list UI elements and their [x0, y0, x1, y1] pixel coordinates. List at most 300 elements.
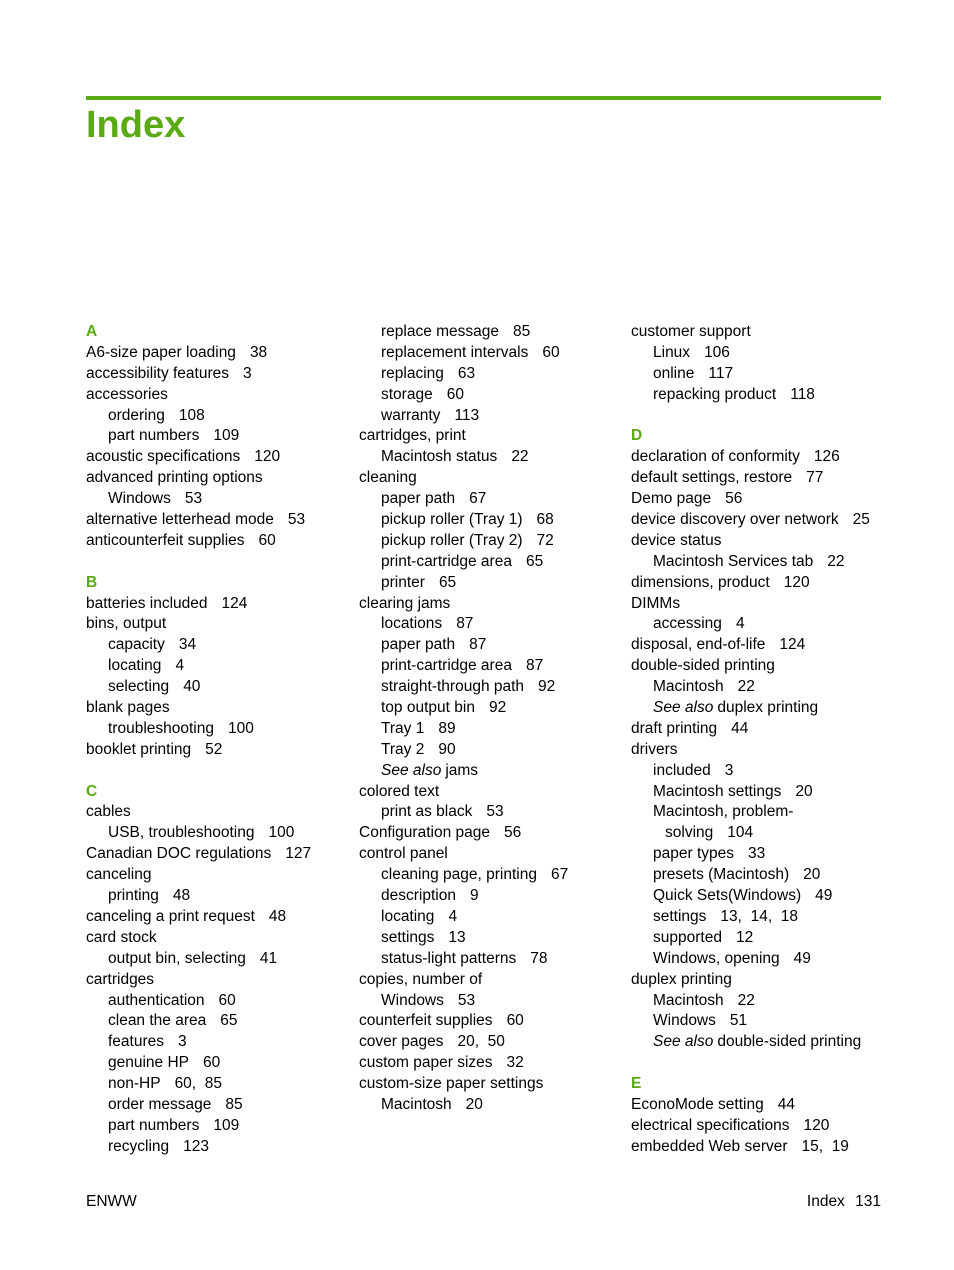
entry-term: Macintosh: [381, 1095, 452, 1113]
entry-term: Macintosh settings: [653, 782, 782, 800]
entry-term: description: [381, 887, 456, 905]
see-also-target: duplex printing: [717, 699, 819, 717]
index-letter-heading: D: [631, 427, 643, 445]
index-entry: [86, 1053, 311, 1074]
entry-page-numbers: 20: [465, 1095, 483, 1113]
entry-page-numbers: 13, 14, 18: [720, 907, 798, 925]
entry-page-numbers: 60: [506, 1012, 524, 1030]
index-entry: [631, 761, 870, 782]
entry-page-numbers: 78: [530, 949, 548, 967]
entry-term: alternative letterhead mode: [86, 511, 274, 529]
index-entry: [359, 489, 568, 510]
entry-term: replacement intervals: [381, 343, 529, 361]
index-entry: [86, 426, 311, 447]
index-entry: [631, 886, 870, 907]
entry-term: acoustic specifications: [86, 448, 241, 466]
index-entry: [631, 719, 870, 740]
entry-page-numbers: 100: [268, 824, 295, 842]
entry-term: status-light patterns: [381, 949, 517, 967]
entry-term: clean the area: [108, 1012, 207, 1030]
entry-term: presets (Macintosh): [653, 866, 790, 884]
entry-term: pickup roller (Tray 2): [381, 531, 523, 549]
entry-page-numbers: 48: [172, 887, 191, 905]
entry-term: Tray 1: [381, 719, 425, 737]
index-entry: [631, 677, 870, 698]
entry-term: Windows: [381, 991, 444, 1009]
entry-term: Macintosh, problem-: [653, 803, 794, 821]
entry-term: Quick Sets(Windows): [653, 887, 802, 905]
entry-term: order message: [108, 1095, 212, 1113]
entry-term: control panel: [359, 845, 448, 863]
index-entry: [631, 531, 870, 552]
entry-term: Configuration page: [359, 824, 490, 842]
index-entry: [631, 865, 870, 886]
index-entry: [631, 844, 870, 865]
index-entry: [359, 719, 568, 740]
index-entry: [86, 719, 311, 740]
entry-term: dimensions, product: [631, 573, 770, 591]
entry-page-numbers: 40: [183, 678, 201, 696]
index-entry: [631, 322, 870, 343]
entry-term: settings: [381, 928, 435, 946]
index-letter-heading: B: [86, 573, 98, 591]
index-entry: [631, 385, 870, 406]
index-entry: [86, 740, 311, 761]
index-entry: [359, 698, 568, 719]
entry-term: selecting: [108, 678, 170, 696]
entry-term: printer: [381, 573, 425, 591]
entry-term: cleaning page, printing: [381, 866, 537, 884]
index-entry: [359, 1032, 568, 1053]
index-see-also: [631, 1032, 870, 1053]
index-entry: [86, 844, 311, 865]
index-entry: [359, 1095, 568, 1116]
index-entry: [631, 614, 870, 635]
index-see-also: [359, 761, 568, 782]
entry-page-numbers: 4: [735, 615, 745, 633]
entry-term: paper types: [653, 845, 734, 863]
see-also-target: jams: [445, 761, 479, 779]
index-letter-heading: C: [86, 782, 98, 800]
title-rule: [86, 96, 881, 100]
entry-term: supported: [653, 928, 722, 946]
entry-term: canceling: [86, 866, 152, 884]
entry-page-numbers: 117: [708, 364, 734, 382]
entry-term: cables: [86, 803, 131, 821]
index-entry: [631, 656, 870, 677]
index-entry: [359, 802, 568, 823]
index-entry: [359, 823, 568, 844]
section-gap: [86, 552, 311, 573]
section-gap: [631, 406, 870, 427]
entry-term: accessories: [86, 385, 168, 403]
index-entry: [631, 510, 870, 531]
index-entry: [86, 489, 311, 510]
entry-term: device discovery over network: [631, 511, 839, 529]
entry-term: drivers: [631, 740, 678, 758]
entry-page-numbers: 65: [438, 573, 457, 591]
index-column-1: [86, 322, 311, 1158]
index-entry: [359, 907, 568, 928]
index-entry: [359, 1074, 568, 1095]
entry-term: custom-size paper settings: [359, 1075, 544, 1093]
entry-term: disposal, end-of-life: [631, 636, 766, 654]
index-entry: [359, 510, 568, 531]
index-entry: [359, 322, 568, 343]
entry-page-numbers: 13: [448, 928, 466, 946]
entry-term: settings: [653, 907, 707, 925]
see-also-label: See also: [653, 699, 714, 717]
entry-page-numbers: 52: [205, 740, 223, 758]
index-entry: [86, 698, 311, 719]
index-entry: [86, 1095, 311, 1116]
index-entry: [359, 991, 568, 1012]
index-entry: [631, 343, 870, 364]
entry-term: troubleshooting: [108, 719, 214, 737]
entry-term: counterfeit supplies: [359, 1012, 493, 1030]
index-letter-heading: A: [86, 323, 98, 340]
index-entry: [86, 364, 311, 385]
entry-term: accessibility features: [86, 364, 230, 382]
entry-term: draft printing: [631, 719, 718, 737]
index-entry: [631, 468, 870, 489]
index-entry: [359, 656, 568, 677]
entry-page-numbers: 3: [243, 364, 252, 382]
index-entry: [86, 614, 311, 635]
index-entry: [631, 740, 870, 761]
entry-term: authentication: [108, 991, 205, 1009]
index-entry: [359, 426, 568, 447]
index-entry: [631, 907, 870, 928]
entry-page-numbers: 3: [178, 1033, 187, 1051]
entry-page-numbers: 12: [735, 928, 754, 946]
index-entry: [86, 447, 311, 468]
entry-page-numbers: 67: [550, 866, 569, 884]
entry-page-numbers: 56: [504, 824, 522, 842]
index-entry: [359, 949, 568, 970]
entry-term: capacity: [108, 636, 165, 654]
index-entry: [86, 1074, 311, 1095]
entry-term: top output bin: [381, 699, 475, 717]
entry-page-numbers: 15, 19: [801, 1137, 849, 1155]
index-entry: [359, 886, 568, 907]
entry-term: replacing: [381, 364, 444, 382]
index-entry: [86, 510, 311, 531]
entry-page-numbers: 48: [268, 907, 287, 925]
entry-term: USB, troubleshooting: [108, 824, 255, 842]
entry-page-numbers: 90: [438, 740, 456, 758]
entry-page-numbers: 123: [183, 1137, 210, 1155]
index-entry: [359, 364, 568, 385]
entry-page-numbers: 92: [538, 678, 556, 696]
entry-page-numbers: 60: [203, 1054, 221, 1072]
entry-page-numbers: 127: [285, 845, 312, 863]
entry-term: Windows: [653, 1012, 716, 1030]
index-entry: [86, 1116, 311, 1137]
entry-term: Canadian DOC regulations: [86, 845, 272, 863]
index-entry: [359, 1053, 568, 1074]
entry-page-numbers: 120: [254, 448, 281, 466]
index-entry: [631, 970, 870, 991]
entry-page-numbers: 126: [813, 448, 840, 466]
entry-term: paper path: [381, 490, 456, 508]
index-see-also: [631, 698, 870, 719]
index-entry: [86, 677, 311, 698]
entry-page-numbers: 65: [220, 1012, 238, 1030]
entry-term: Tray 2: [381, 740, 425, 758]
entry-page-numbers: 20, 50: [457, 1033, 505, 1051]
see-also-label: See also: [381, 761, 442, 779]
index-entry: [631, 949, 870, 970]
entry-page-numbers: 124: [779, 636, 806, 654]
entry-term: storage: [381, 385, 433, 403]
entry-page-numbers: 53: [184, 490, 203, 508]
index-entry: [86, 594, 311, 615]
index-entry: [359, 844, 568, 865]
entry-term: anticounterfeit supplies: [86, 531, 245, 549]
entry-page-numbers: 22: [511, 448, 529, 466]
entry-page-numbers: 60: [258, 531, 276, 549]
entry-term: paper path: [381, 636, 456, 654]
see-also-label: See also: [653, 1033, 714, 1051]
entry-term: recycling: [108, 1137, 170, 1155]
entry-page-numbers: 108: [178, 406, 205, 424]
entry-term: included: [653, 761, 711, 779]
index-entry: [359, 740, 568, 761]
index-entry: [86, 928, 311, 949]
entry-term: Macintosh: [653, 678, 724, 696]
see-also-target: double-sided printing: [717, 1033, 862, 1051]
index-entry: [631, 1095, 870, 1116]
footer-right: [807, 1193, 881, 1211]
entry-term: output bin, selecting: [108, 949, 246, 967]
section-gap: [86, 761, 311, 782]
entry-page-numbers: 38: [249, 343, 268, 361]
index-entry: [359, 594, 568, 615]
index-entry: [86, 656, 311, 677]
entry-term: straight-through path: [381, 678, 525, 696]
entry-term: declaration of conformity: [631, 448, 800, 466]
entry-page-numbers: 89: [438, 719, 456, 737]
entry-term: booklet printing: [86, 740, 192, 758]
entry-term: locating: [108, 657, 162, 675]
index-entry: [359, 635, 568, 656]
entry-term: embedded Web server: [631, 1137, 788, 1155]
entry-term: print as black: [381, 803, 473, 821]
entry-page-numbers: 53: [457, 991, 476, 1009]
section-gap: [631, 1053, 870, 1074]
index-entry: [631, 1137, 870, 1158]
entry-term: card stock: [86, 928, 157, 946]
entry-page-numbers: 49: [815, 887, 833, 905]
entry-page-numbers: 124: [221, 594, 248, 612]
entry-page-numbers: 22: [737, 678, 755, 696]
footer-left: ENWW: [86, 1193, 137, 1210]
index-entry: [86, 385, 311, 406]
entry-page-numbers: 77: [806, 469, 824, 487]
index-entry: [631, 573, 870, 594]
entry-page-numbers: 60, 85: [174, 1075, 222, 1093]
index-entry: [86, 468, 311, 489]
entry-term: customer support: [631, 323, 751, 340]
index-entry: [86, 1032, 311, 1053]
entry-page-numbers: 33: [748, 845, 766, 863]
entry-term: warranty: [381, 406, 441, 424]
entry-page-numbers: 49: [793, 949, 811, 967]
entry-page-numbers: 3: [724, 761, 734, 779]
entry-page-numbers: 113: [454, 406, 480, 424]
index-entry: [631, 447, 870, 468]
entry-term: solving: [665, 824, 714, 842]
index-entry: [631, 635, 870, 656]
entry-page-numbers: 22: [827, 552, 845, 570]
entry-term: print-cartridge area: [381, 552, 512, 570]
entry-term: device status: [631, 531, 722, 549]
entry-term: bins, output: [86, 615, 167, 633]
index-entry: [359, 1011, 568, 1032]
entry-term: repacking product: [653, 385, 777, 403]
entry-page-numbers: 32: [506, 1054, 524, 1072]
index-column-3: [631, 322, 870, 1158]
entry-term: replace message: [381, 323, 500, 340]
index-entry: [359, 343, 568, 364]
entry-page-numbers: 67: [469, 490, 487, 508]
entry-term: electrical specifications: [631, 1116, 790, 1134]
index-entry: [86, 886, 311, 907]
entry-page-numbers: 56: [725, 490, 743, 508]
entry-term: duplex printing: [631, 970, 732, 988]
index-entry: [359, 406, 568, 427]
index-entry: [359, 573, 568, 594]
entry-term: copies, number of: [359, 970, 483, 988]
entry-page-numbers: 9: [469, 887, 479, 905]
entry-term: custom paper sizes: [359, 1054, 493, 1072]
index-entry: [631, 1116, 870, 1137]
entry-page-numbers: 41: [259, 949, 278, 967]
entry-page-numbers: 51: [729, 1012, 748, 1030]
entry-page-numbers: 87: [469, 636, 487, 654]
entry-term: A6-size paper loading: [86, 343, 236, 361]
entry-term: advanced printing options: [86, 469, 263, 487]
entry-term: pickup roller (Tray 1): [381, 511, 523, 529]
index-letter-heading: E: [631, 1075, 642, 1093]
entry-term: cartridges, print: [359, 427, 466, 445]
index-entry: [86, 907, 311, 928]
entry-page-numbers: 53: [486, 803, 504, 821]
footer-section-label: Index: [806, 1193, 845, 1210]
entry-page-numbers: 44: [731, 719, 749, 737]
index-entry: [631, 782, 870, 803]
entry-term: features: [108, 1033, 165, 1051]
index-entry: [359, 614, 568, 635]
index-entry: [359, 468, 568, 489]
entry-term: colored text: [359, 782, 440, 800]
entry-page-numbers: 22: [737, 991, 755, 1009]
entry-page-numbers: 92: [488, 699, 507, 717]
entry-term: locating: [381, 907, 435, 925]
entry-term: Windows: [108, 490, 171, 508]
entry-term: ordering: [108, 406, 165, 424]
index-entry: [631, 594, 870, 615]
entry-term: Macintosh Services tab: [653, 552, 814, 570]
index-column-2: [359, 322, 568, 1116]
entry-term: accessing: [653, 615, 722, 633]
entry-page-numbers: 100: [228, 719, 254, 737]
index-entry: [631, 1011, 870, 1032]
entry-page-numbers: 68: [536, 511, 554, 529]
entry-term: clearing jams: [359, 594, 451, 612]
entry-term: blank pages: [86, 699, 170, 717]
index-entry: [631, 928, 870, 949]
entry-page-numbers: 4: [175, 657, 185, 675]
entry-page-numbers: 106: [704, 343, 730, 361]
index-entry: [86, 802, 311, 823]
index-entry: [631, 991, 870, 1012]
index-entry: [359, 447, 568, 468]
entry-term: default settings, restore: [631, 469, 793, 487]
index-entry: [86, 865, 311, 886]
index-entry: [86, 406, 311, 427]
entry-page-numbers: 85: [513, 323, 531, 340]
entry-page-numbers: 120: [783, 573, 810, 591]
index-entry: [359, 865, 568, 886]
entry-page-numbers: 60: [542, 343, 560, 361]
entry-term: genuine HP: [108, 1054, 190, 1072]
entry-page-numbers: 109: [213, 427, 240, 445]
index-entry: [359, 677, 568, 698]
index-entry: [359, 385, 568, 406]
entry-term: Windows, opening: [653, 949, 780, 967]
entry-page-numbers: 85: [225, 1095, 243, 1113]
entry-page-numbers: 65: [525, 552, 544, 570]
index-entry: [86, 531, 311, 552]
page-number: 131: [855, 1193, 881, 1210]
entry-term: online: [653, 364, 695, 382]
entry-term: locations: [381, 615, 443, 633]
entry-page-numbers: 87: [456, 615, 474, 633]
entry-page-numbers: 118: [790, 385, 815, 403]
index-entry: [86, 1137, 311, 1158]
entry-term: Linux: [653, 343, 691, 361]
index-entry: [86, 635, 311, 656]
index-entry: [86, 949, 311, 970]
entry-term: printing: [108, 887, 159, 905]
entry-term: EconoMode setting: [631, 1095, 764, 1113]
index-entry: [631, 489, 870, 510]
entry-page-numbers: 104: [727, 824, 754, 842]
index-entry: [359, 552, 568, 573]
entry-term: DIMMs: [631, 594, 681, 612]
entry-page-numbers: 63: [457, 364, 476, 382]
entry-page-numbers: 109: [213, 1116, 240, 1134]
index-entry: [86, 970, 311, 991]
entry-term: cleaning: [359, 469, 417, 487]
index-entry: [631, 823, 870, 844]
entry-term: part numbers: [108, 427, 200, 445]
entry-page-numbers: 60: [446, 385, 464, 403]
index-entry: [86, 343, 311, 364]
entry-page-numbers: 120: [803, 1116, 830, 1134]
entry-term: cartridges: [86, 970, 155, 988]
entry-page-numbers: 25: [852, 511, 870, 529]
entry-page-numbers: 87: [525, 657, 544, 675]
entry-term: canceling a print request: [86, 907, 255, 925]
entry-term: non-HP: [108, 1075, 161, 1093]
index-entry: [359, 970, 568, 991]
entry-term: print-cartridge area: [381, 657, 512, 675]
index-entry: [631, 364, 870, 385]
index-entry: [631, 552, 870, 573]
